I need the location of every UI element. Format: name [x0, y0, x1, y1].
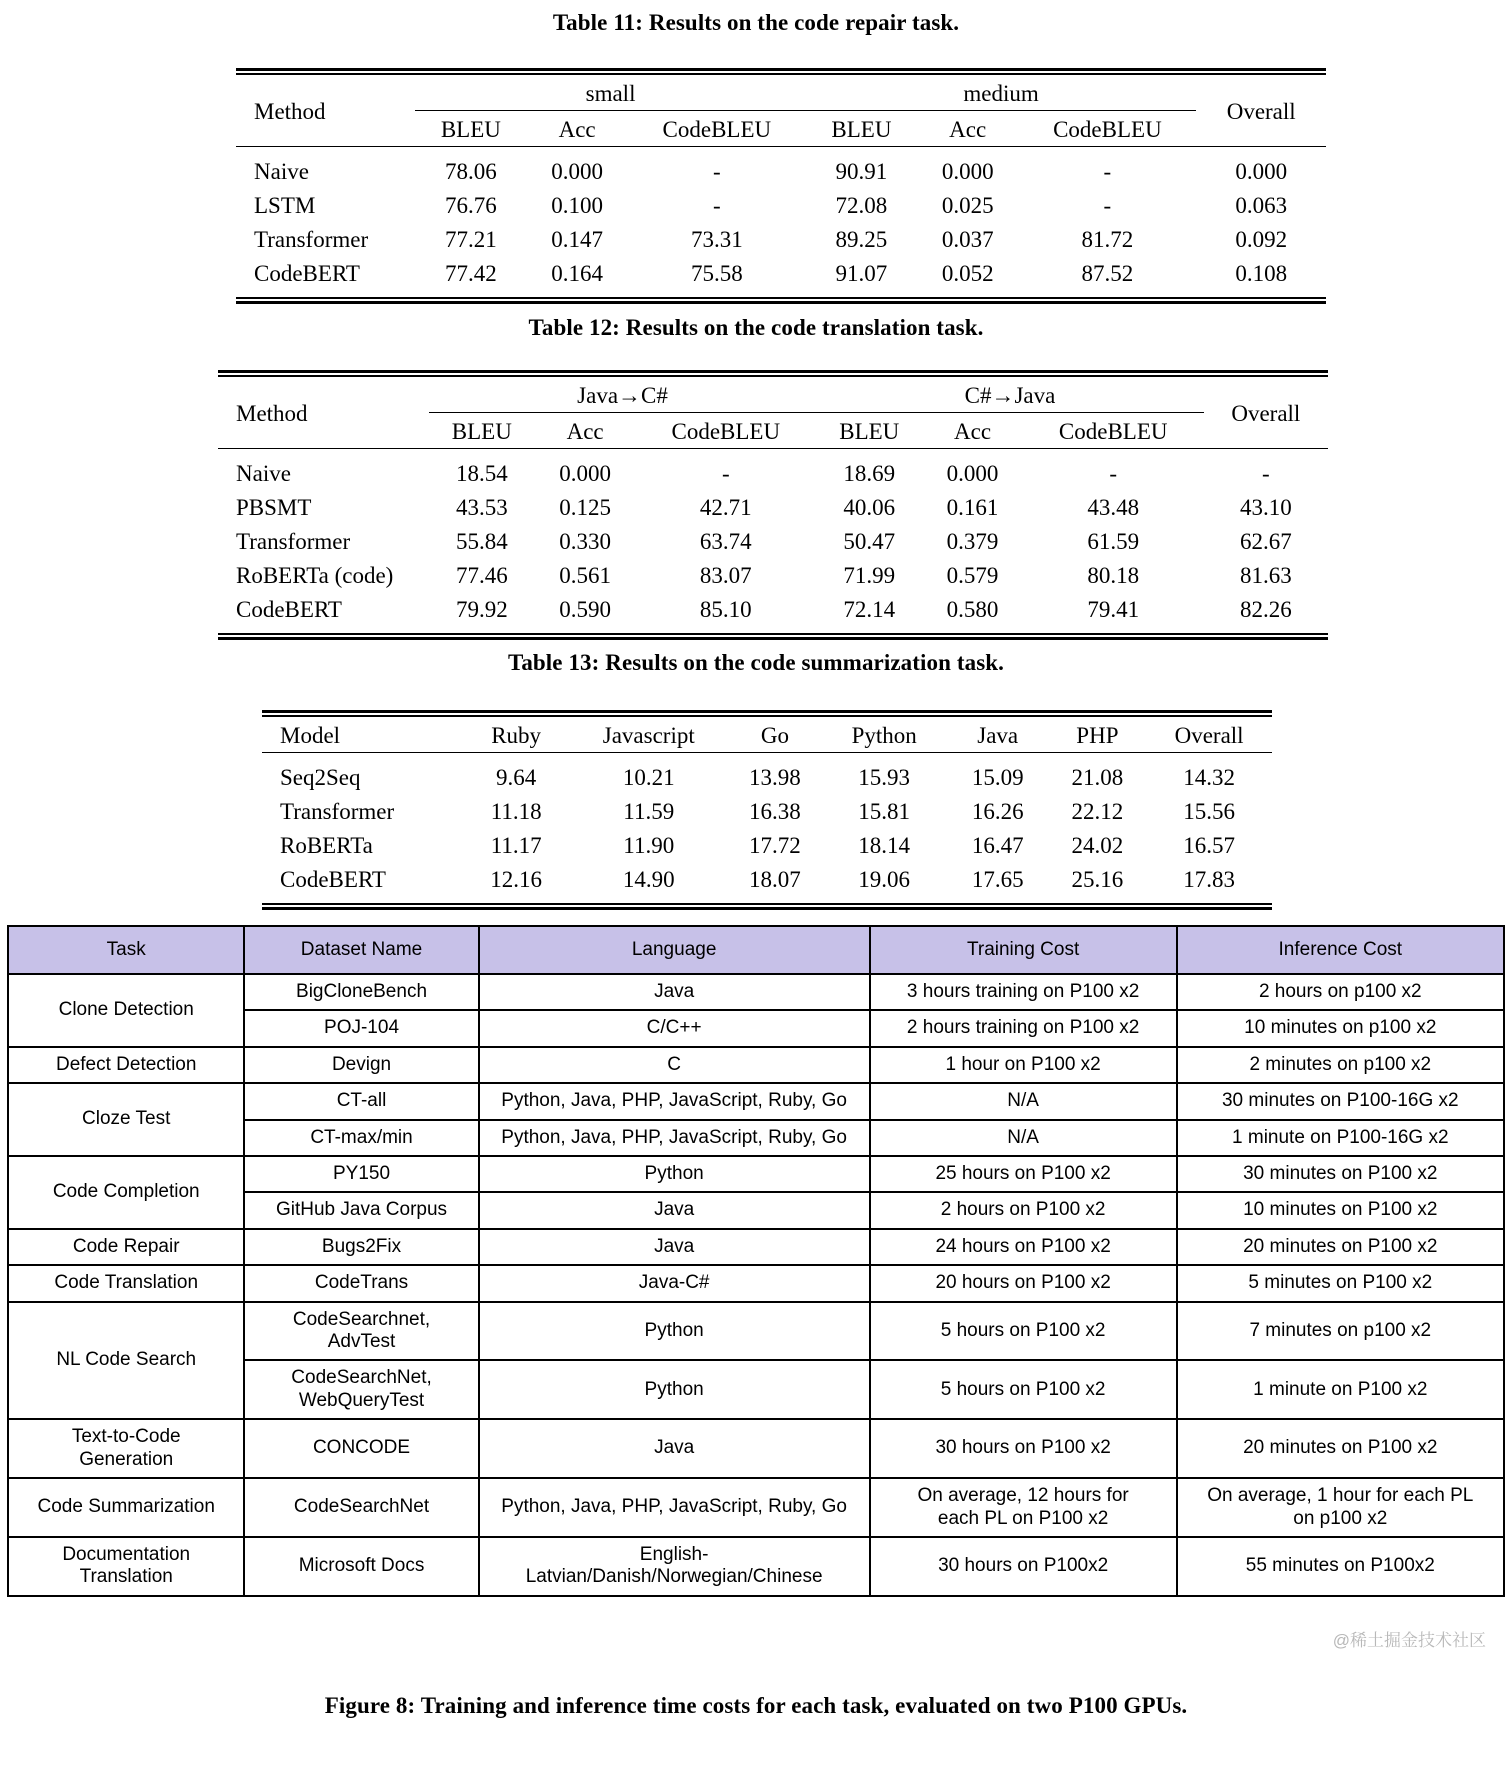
table-cell: 0.108 [1235, 261, 1288, 287]
table-cell: 18.54 [455, 461, 508, 487]
col-sub-header: CodeBLEU [1058, 418, 1168, 444]
training-cost-cell: 25 hours on P100 x2 [870, 1156, 1177, 1192]
table-cell: 91.07 [835, 261, 888, 287]
training-cost-cell: 2 hours training on P100 x2 [870, 1010, 1177, 1046]
training-cost-cell: 30 hours on P100x2 [870, 1537, 1177, 1596]
col-sub-header: Acc [949, 116, 987, 142]
table-row [218, 559, 1328, 593]
table-row [262, 761, 1272, 795]
col-sub-header: Acc [566, 418, 604, 444]
row-model-label: Transformer [280, 799, 395, 825]
table-cell: - [712, 193, 721, 219]
table-row [218, 525, 1328, 559]
table13-block [262, 710, 1272, 910]
figure8-col-header: Inference Cost [1177, 926, 1504, 974]
group-header-1: C#→Java [816, 377, 1203, 413]
table-cell: 89.25 [835, 227, 888, 253]
table-cell: 0.052 [941, 261, 994, 287]
training-cost-cell: 30 hours on P100 x2 [870, 1419, 1177, 1478]
top-rule-row [262, 710, 1272, 717]
row-method-label: CodeBERT [254, 261, 360, 287]
row-method-label: Transformer [236, 529, 351, 555]
table-row [218, 593, 1328, 627]
table-cell: 43.48 [1087, 495, 1140, 521]
group-header-row [236, 75, 1326, 111]
table-row [8, 1478, 1504, 1537]
table-cell: 80.18 [1087, 563, 1140, 589]
group-header-0: small [415, 75, 806, 111]
language-cell: Java [479, 1419, 870, 1478]
language-cell: C [479, 1047, 870, 1083]
figure8-caption-wrap [0, 1693, 1512, 1719]
table-row [8, 1537, 1504, 1596]
header-row [262, 717, 1272, 752]
training-cost-cell: 2 hours on P100 x2 [870, 1192, 1177, 1228]
training-cost-cell: 3 hours training on P100 x2 [870, 974, 1177, 1010]
table-cell: 77.46 [455, 563, 508, 589]
table-cell: 16.26 [971, 799, 1024, 825]
table-cell: - [1103, 193, 1112, 219]
col-header: Java [977, 722, 1019, 748]
table-cell: 0.125 [559, 495, 611, 521]
table-cell: 55.84 [455, 529, 508, 555]
table-cell: 14.90 [622, 867, 675, 893]
table-cell: 18.07 [749, 867, 801, 893]
table12-block [218, 370, 1328, 640]
table-cell: 79.41 [1087, 597, 1140, 623]
task-cell: Text-to-Code Generation [8, 1419, 244, 1478]
table-cell: 18.69 [843, 461, 896, 487]
inference-cost-cell: 2 hours on p100 x2 [1177, 974, 1504, 1010]
col-sub-header: BLEU [831, 116, 892, 142]
training-cost-cell: On average, 12 hours for each PL on P100 x2 [870, 1478, 1177, 1537]
table-cell: 77.42 [444, 261, 497, 287]
table-cell: 79.92 [455, 597, 508, 623]
table-cell: - [1262, 461, 1270, 487]
inference-cost-cell: 2 minutes on p100 x2 [1177, 1047, 1504, 1083]
table-cell: 62.67 [1239, 529, 1292, 555]
group-header-0: Java→C# [429, 377, 816, 413]
table-cell: 17.65 [971, 867, 1024, 893]
figure8-col-header: Language [479, 926, 870, 974]
col-sub-header: CodeBLEU [671, 418, 781, 444]
row-method-label: Naive [254, 159, 309, 185]
row-method-label: Transformer [254, 227, 369, 253]
top-rule-row [218, 370, 1328, 377]
table-cell: 87.52 [1081, 261, 1134, 287]
table-row [8, 1083, 1504, 1119]
table-row [236, 155, 1326, 189]
language-cell: Python [479, 1360, 870, 1419]
language-cell: English- Latvian/Danish/Norwegian/Chinese [479, 1537, 870, 1596]
table-cell: 15.81 [858, 799, 911, 825]
table-row [262, 863, 1272, 897]
table11-caption-wrap [0, 10, 1512, 36]
col-sub-header: BLEU [440, 116, 501, 142]
language-cell: Python [479, 1156, 870, 1192]
table-cell: 75.58 [690, 261, 743, 287]
table-cell: 0.590 [559, 597, 611, 623]
dataset-cell: CodeTrans [244, 1265, 478, 1301]
language-cell: Java [479, 1229, 870, 1265]
table-row [8, 1302, 1504, 1361]
table-cell: 12.16 [490, 867, 543, 893]
table-cell: 90.91 [835, 159, 888, 185]
table11-block [236, 68, 1326, 304]
table-cell: 0.580 [946, 597, 999, 623]
table-cell: 61.59 [1087, 529, 1140, 555]
table-row [8, 1229, 1504, 1265]
table-cell: 0.100 [551, 193, 603, 219]
table-row [236, 257, 1326, 291]
row-method-label: CodeBERT [236, 597, 342, 623]
table-cell: 63.74 [699, 529, 752, 555]
dataset-cell: CodeSearchNet [244, 1478, 478, 1537]
inference-cost-cell: 30 minutes on P100 x2 [1177, 1156, 1504, 1192]
table-cell: 0.000 [941, 159, 994, 185]
training-cost-cell: 1 hour on P100 x2 [870, 1047, 1177, 1083]
table-cell: 78.06 [444, 159, 497, 185]
col-header: Javascript [602, 722, 695, 748]
table12-caption: Table 12: Results on the code translation task. [528, 315, 984, 340]
figure8-caption: Figure 8: Training and inference time costs for each task, evaluated on two P100 GPUs. [324, 1693, 1188, 1718]
table-cell: 0.147 [551, 227, 603, 253]
dataset-cell: CodeSearchNet, WebQueryTest [244, 1360, 478, 1419]
inference-cost-cell: 55 minutes on P100x2 [1177, 1537, 1504, 1596]
table11 [236, 68, 1326, 304]
table-cell: 0.000 [551, 159, 603, 185]
table-cell: 15.09 [971, 765, 1024, 791]
table-row [262, 795, 1272, 829]
table-cell: - [1103, 159, 1112, 185]
row-method-label: PBSMT [236, 495, 312, 521]
table-cell: 24.02 [1071, 833, 1124, 859]
table-cell: 0.000 [1235, 159, 1288, 185]
dataset-cell: POJ-104 [244, 1010, 478, 1046]
table-row [8, 974, 1504, 1010]
table-cell: 10.21 [622, 765, 675, 791]
inference-cost-cell: 20 minutes on P100 x2 [1177, 1229, 1504, 1265]
inference-cost-cell: On average, 1 hour for each PL on p100 x2 [1177, 1478, 1504, 1537]
table-cell: 16.47 [971, 833, 1024, 859]
dataset-cell: CodeSearchnet, AdvTest [244, 1302, 478, 1361]
table-row [8, 1419, 1504, 1478]
table-row [236, 223, 1326, 257]
table-cell: 0.161 [946, 495, 999, 521]
inference-cost-cell: 7 minutes on p100 x2 [1177, 1302, 1504, 1361]
inference-cost-cell: 1 minute on P100-16G x2 [1177, 1120, 1504, 1156]
table-cell: 73.31 [690, 227, 743, 253]
inference-cost-cell: 10 minutes on P100 x2 [1177, 1192, 1504, 1228]
task-cell: Code Translation [8, 1265, 244, 1301]
task-cell: Defect Detection [8, 1047, 244, 1083]
table13-caption: Table 13: Results on the code summarization task. [507, 650, 1004, 675]
table12-caption-wrap [0, 315, 1512, 341]
table12 [218, 370, 1328, 640]
table-cell: 0.379 [946, 529, 999, 555]
dataset-cell: GitHub Java Corpus [244, 1192, 478, 1228]
language-cell: C/C++ [479, 1010, 870, 1046]
task-cell: Cloze Test [8, 1083, 244, 1156]
table-cell: - [721, 461, 730, 487]
col-sub-header: BLEU [451, 418, 512, 444]
table-cell: 15.56 [1183, 799, 1235, 825]
table-row [8, 1047, 1504, 1083]
table-cell: 19.06 [858, 867, 911, 893]
dataset-cell: CT-max/min [244, 1120, 478, 1156]
table11-caption: Table 11: Results on the code repair task. [552, 10, 960, 35]
table-cell: 21.08 [1071, 765, 1124, 791]
top-rule-row [236, 68, 1326, 75]
table-row [8, 1265, 1504, 1301]
training-cost-cell: 5 hours on P100 x2 [870, 1360, 1177, 1419]
table-cell: - [712, 159, 721, 185]
table-cell: 43.53 [455, 495, 508, 521]
col-overall-header: Overall [1226, 98, 1296, 124]
watermark: @稀土掘金技术社区 [1332, 1631, 1486, 1650]
table13 [262, 710, 1272, 910]
table-cell: 0.037 [941, 227, 994, 253]
task-cell: Documentation Translation [8, 1537, 244, 1596]
figure8-col-header: Training Cost [870, 926, 1177, 974]
col-sub-header: BLEU [839, 418, 900, 444]
table-row [236, 189, 1326, 223]
dataset-cell: Bugs2Fix [244, 1229, 478, 1265]
table-cell: 11.59 [623, 799, 675, 825]
table-cell: 16.38 [749, 799, 801, 825]
table-cell: 17.83 [1183, 867, 1235, 893]
row-method-label: RoBERTa (code) [236, 563, 394, 589]
dataset-cell: BigCloneBench [244, 974, 478, 1010]
language-cell: Python, Java, PHP, JavaScript, Ruby, Go [479, 1120, 870, 1156]
col-sub-header: CodeBLEU [662, 116, 772, 142]
dataset-cell: CT-all [244, 1083, 478, 1119]
inference-cost-cell: 30 minutes on P100-16G x2 [1177, 1083, 1504, 1119]
task-cell: Clone Detection [8, 974, 244, 1047]
table-cell: 0.063 [1235, 193, 1288, 219]
dataset-cell: CONCODE [244, 1419, 478, 1478]
table-row [218, 457, 1328, 491]
row-model-label: Seq2Seq [280, 765, 361, 791]
table-cell: 11.90 [623, 833, 675, 859]
table-row [218, 491, 1328, 525]
col-sub-header: Acc [954, 418, 992, 444]
table-cell: 15.93 [858, 765, 911, 791]
table-cell: 0.330 [559, 529, 611, 555]
training-cost-cell: N/A [870, 1083, 1177, 1119]
figure8-block [6, 925, 1506, 1597]
language-cell: Python [479, 1302, 870, 1361]
table-cell: - [1109, 461, 1118, 487]
table-cell: 17.72 [749, 833, 801, 859]
bottom-rule-row [262, 903, 1272, 910]
row-model-label: CodeBERT [280, 867, 386, 893]
col-header: Go [760, 722, 789, 748]
language-cell: Java-C# [479, 1265, 870, 1301]
group-header-row [218, 377, 1328, 413]
table-cell: 22.12 [1071, 799, 1124, 825]
table-cell: 13.98 [749, 765, 801, 791]
bottom-rule-row [218, 633, 1328, 640]
table-cell: 77.21 [444, 227, 497, 253]
table-cell: 43.10 [1239, 495, 1292, 521]
language-cell: Python, Java, PHP, JavaScript, Ruby, Go [479, 1083, 870, 1119]
table-cell: 0.579 [946, 563, 999, 589]
dataset-cell: Microsoft Docs [244, 1537, 478, 1596]
col-method-header: Method [254, 98, 326, 124]
col-header: Model [280, 722, 341, 748]
table-cell: 72.08 [835, 193, 888, 219]
col-sub-header: Acc [558, 116, 596, 142]
table-cell: 18.14 [858, 833, 911, 859]
inference-cost-cell: 5 minutes on P100 x2 [1177, 1265, 1504, 1301]
group-header-1: medium [806, 75, 1197, 111]
table-cell: 25.16 [1071, 867, 1124, 893]
table-cell: 81.63 [1239, 563, 1292, 589]
figure8-col-header: Dataset Name [244, 926, 478, 974]
table-cell: 0.561 [559, 563, 611, 589]
training-cost-cell: 24 hours on P100 x2 [870, 1229, 1177, 1265]
table-cell: 85.10 [699, 597, 752, 623]
figure8-header-row [8, 926, 1504, 974]
table-cell: 14.32 [1183, 765, 1235, 791]
task-cell: Code Completion [8, 1156, 244, 1229]
inference-cost-cell: 1 minute on P100 x2 [1177, 1360, 1504, 1419]
table-row [262, 829, 1272, 863]
col-header: Ruby [491, 722, 542, 748]
table13-caption-wrap [0, 650, 1512, 676]
table-cell: 16.57 [1183, 833, 1235, 859]
col-overall-header: Overall [1231, 400, 1301, 426]
table-cell: 0.092 [1235, 227, 1288, 253]
bottom-rule-row [236, 297, 1326, 304]
table-cell: 0.000 [946, 461, 999, 487]
task-cell: NL Code Search [8, 1302, 244, 1420]
table-cell: 72.14 [843, 597, 896, 623]
training-cost-cell: 20 hours on P100 x2 [870, 1265, 1177, 1301]
table-cell: 0.025 [941, 193, 994, 219]
col-sub-header: CodeBLEU [1053, 116, 1162, 142]
table-cell: 11.18 [490, 799, 542, 825]
inference-cost-cell: 10 minutes on p100 x2 [1177, 1010, 1504, 1046]
table-cell: 0.000 [559, 461, 611, 487]
table-cell: 81.72 [1081, 227, 1134, 253]
table-cell: 11.17 [490, 833, 542, 859]
table-cell: 83.07 [699, 563, 752, 589]
col-header: Python [851, 722, 917, 748]
training-cost-cell: 5 hours on P100 x2 [870, 1302, 1177, 1361]
training-cost-cell: N/A [870, 1120, 1177, 1156]
table-row [8, 1156, 1504, 1192]
table-cell: 50.47 [843, 529, 896, 555]
row-model-label: RoBERTa [280, 833, 373, 859]
figure8-col-header: Task [8, 926, 244, 974]
table-cell: 0.164 [551, 261, 603, 287]
inference-cost-cell: 20 minutes on P100 x2 [1177, 1419, 1504, 1478]
language-cell: Java [479, 974, 870, 1010]
table-cell: 82.26 [1239, 597, 1292, 623]
language-cell: Java [479, 1192, 870, 1228]
col-header: Overall [1174, 722, 1244, 748]
col-header: PHP [1076, 722, 1119, 748]
figure8-table [7, 925, 1505, 1597]
table-cell: 71.99 [843, 563, 896, 589]
table-cell: 40.06 [843, 495, 896, 521]
task-cell: Code Repair [8, 1229, 244, 1265]
dataset-cell: Devign [244, 1047, 478, 1083]
row-method-label: LSTM [254, 193, 316, 219]
table-cell: 9.64 [496, 765, 537, 791]
table-cell: 76.76 [444, 193, 497, 219]
table-cell: 42.71 [699, 495, 752, 521]
dataset-cell: PY150 [244, 1156, 478, 1192]
col-method-header: Method [236, 400, 308, 426]
language-cell: Python, Java, PHP, JavaScript, Ruby, Go [479, 1478, 870, 1537]
task-cell: Code Summarization [8, 1478, 244, 1537]
row-method-label: Naive [236, 461, 291, 487]
